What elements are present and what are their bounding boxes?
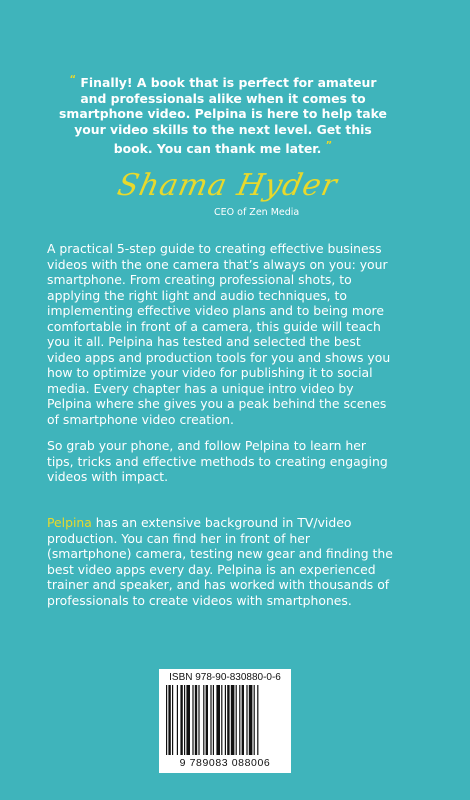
- author-bio-text: has an extensive background in TV/video production. You can find her in front of her (smartphone) camera, testing new gear and finding the best video apps every day. Pelpina is an experienced trainer and speaker, and has worked with thousands of professionals to create videos with smartphones.: [47, 515, 393, 608]
- quote-text: Finally! A book that is perfect for amateur and professionals alike when it comes to smartphone video. Pelpina is here to help take your video skills to the next level. Get this book. You can thank me later.: [59, 75, 387, 156]
- description-paragraph-2: So grab your phone, and follow Pelpina to learn her tips, tricks and effective methods to creating engaging videos with impact.: [47, 438, 388, 484]
- endorser-signature: Shama Hyder: [114, 168, 341, 203]
- author-name: Pelpina: [47, 515, 92, 530]
- open-quote-mark: “: [69, 74, 77, 85]
- barcode-digits: 9 789083 088006: [179, 757, 271, 769]
- description-paragraph-1: A practical 5-step guide to creating effective business videos with the one camera that’s always on you: your smartphone. From creating professional shots, to applying the right light and audio techniques, to implementing effective video plans and to being more comfortable in front of a camera, this guide will teach you it all. Pelpina has tested and selected the best video apps and production tools for you and shows you how to optimize your video for publishing it to social media. Every chapter has a unique intro video by Pelpina where she gives you a peak behind the scenes of smartphone video creation.: [47, 241, 391, 427]
- endorsement-quote: [58, 72, 388, 156]
- author-bio: [47, 515, 395, 608]
- close-quote-mark: ”: [325, 139, 333, 151]
- isbn-barcode: [159, 669, 291, 773]
- isbn-label: ISBN 978-90-830880-0-6: [169, 672, 281, 683]
- barcode-bars: [166, 685, 284, 755]
- endorser-role: CEO of Zen Media: [214, 207, 300, 218]
